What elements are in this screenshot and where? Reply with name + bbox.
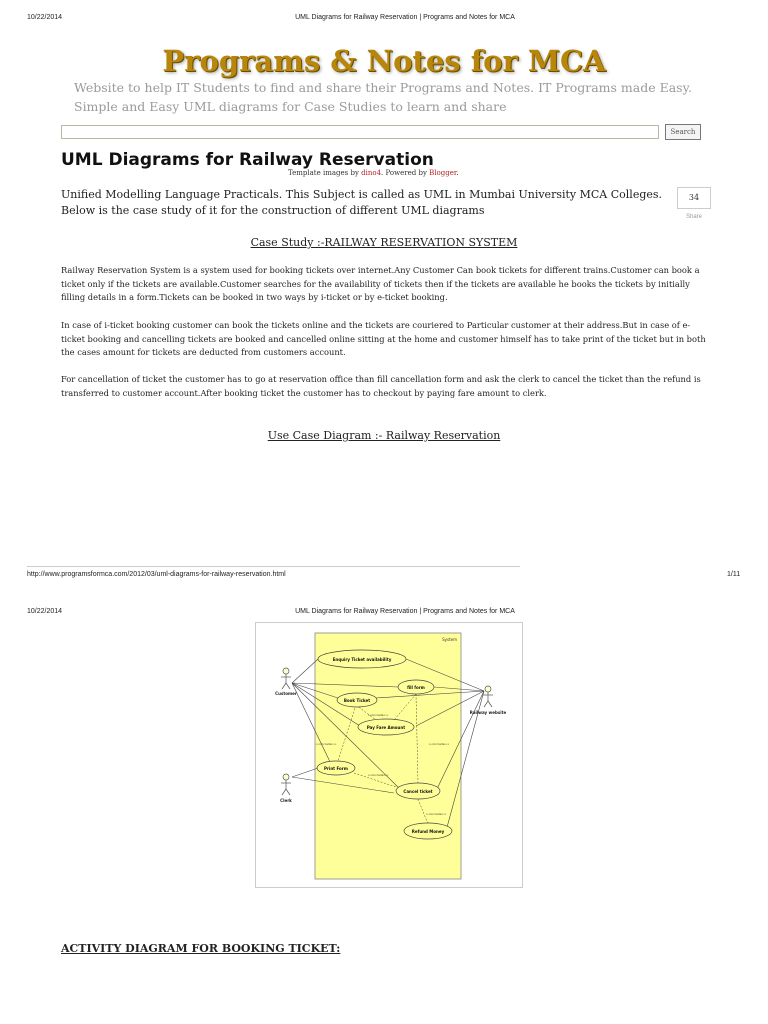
share-label[interactable]: Share xyxy=(685,214,702,220)
template-credit: Template images by dino4. Powered by Blogger. xyxy=(288,169,459,177)
footer-page-number: 1/11 xyxy=(727,571,741,578)
paragraph-2: In case of i-ticket booking customer can book the tickets online and the tickets are couriered to Particular customer at their address.But in case of e-ticket booking and cancelling tickets are booked and cancelled online sitting at the home and customer himself has to take print of the ticket but in both the cases amount for tickets are deducted from customers account. xyxy=(61,320,706,358)
activity-diagram-heading: ACTIVITY DIAGRAM FOR BOOKING TICKET: xyxy=(61,942,341,955)
svg-text:<<include>>: <<include>> xyxy=(315,742,337,746)
svg-text:<<include>>: <<include>> xyxy=(425,812,447,816)
page-divider xyxy=(27,566,520,567)
actor-website-label: Railway website xyxy=(469,710,507,715)
usecase-refund-label: Refund Money xyxy=(411,829,445,834)
tagline-line-2: Simple and Easy UML diagrams for Case Studies to learn and share xyxy=(74,99,507,114)
actor-clerk-icon xyxy=(281,774,291,795)
print-date-page-2: 10/22/2014 xyxy=(27,608,63,615)
search-button[interactable]: Search xyxy=(665,124,701,140)
usecase-diagram-svg xyxy=(256,623,522,887)
system-label: System xyxy=(442,637,457,642)
usecase-enquiry-label: Enquiry Ticket availability xyxy=(332,657,392,662)
search-input[interactable] xyxy=(61,125,659,139)
actor-customer-icon xyxy=(281,668,291,689)
intro-paragraph: Unified Modelling Language Practicals. This Subject is called as UML in Mumbai University MCA Colleges. Below is the case study of it for the construction of different UML diagrams xyxy=(61,188,663,217)
actor-website-icon xyxy=(483,686,493,707)
svg-text:<<include>>: <<include>> xyxy=(367,713,389,717)
blogger-link[interactable]: Blogger xyxy=(429,169,457,177)
footer-url: http://www.programsformca.com/2012/03/uml-diagrams-for-railway-reservation.html xyxy=(27,571,286,578)
usecase-fill-form-label: fill form xyxy=(407,685,425,690)
share-count-badge[interactable]: 34 xyxy=(677,187,711,209)
case-study-heading: Case Study :-RAILWAY RESERVATION SYSTEM xyxy=(250,236,518,249)
usecase-cancel-ticket-label: Cancel ticket xyxy=(403,789,433,794)
svg-text:<<include>>: <<include>> xyxy=(367,773,389,777)
usecase-book-ticket-label: Book Ticket xyxy=(343,698,371,703)
usecase-heading: Use Case Diagram :- Railway Reservation xyxy=(267,429,501,442)
svg-text:<<include>>: <<include>> xyxy=(428,742,450,746)
print-title-page-2: UML Diagrams for Railway Reservation | Programs and Notes for MCA xyxy=(295,608,515,615)
paragraph-3: For cancellation of ticket the customer has to go at reservation office than fill cancellation form and ask the clerk to cancel the ticket than the refund is transferred to customer account.After booking ticket the customer has to checkout by paying fare amount to clerk. xyxy=(61,374,701,398)
paragraph-1: Railway Reservation System is a system used for booking tickets over internet.Any Customer Can book tickets for different trains.Customer can book a ticket only if the tickets are available.Customer searches for the availability of tickets then if the tickets are available he books the tickets by initially filling details in a form.Tickets can be booked in two ways by i-ticket or by e-ticket booking. xyxy=(61,265,700,303)
site-title[interactable]: Programs & Notes for MCA xyxy=(162,44,606,78)
post-title: UML Diagrams for Railway Reservation xyxy=(61,150,434,170)
print-title: UML Diagrams for Railway Reservation | Programs and Notes for MCA xyxy=(295,14,515,21)
usecase-diagram xyxy=(255,622,523,888)
dino4-link[interactable]: dino4 xyxy=(361,169,382,177)
actor-clerk-label: Clerk xyxy=(280,798,292,803)
usecase-pay-fare-label: Pay Fare Amount xyxy=(366,725,406,730)
usecase-print-form-label: Print Form xyxy=(324,766,348,771)
print-date: 10/22/2014 xyxy=(27,14,63,21)
system-boundary xyxy=(315,633,461,879)
tagline-line-1: Website to help IT Students to find and share their Programs and Notes. IT Programs made Easy. xyxy=(74,80,692,95)
actor-customer-label: Customer xyxy=(275,691,297,696)
